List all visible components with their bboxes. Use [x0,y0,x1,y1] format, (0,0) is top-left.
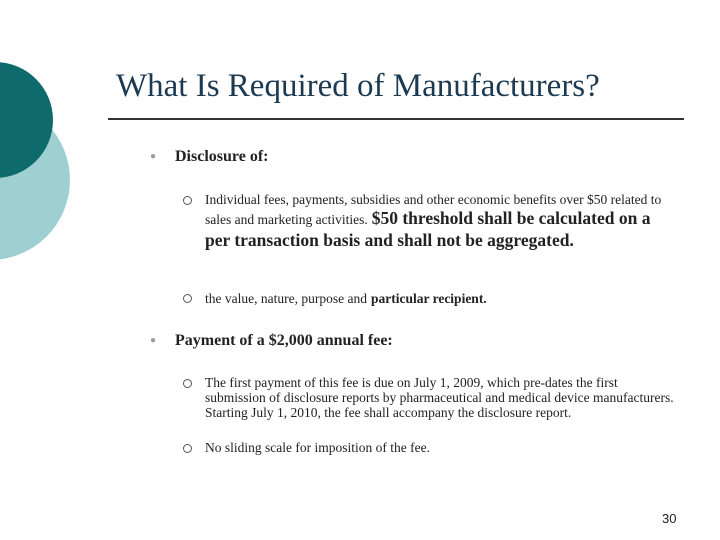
slide-title: What Is Required of Manufacturers? [116,68,600,104]
decorative-circles [0,0,110,300]
bullet-dot-icon: ● [150,335,157,346]
title-divider [108,118,684,120]
threshold-text: $50 threshold shall be calculated on a per transaction basis and shall not be aggregated. [205,208,651,250]
sub-bullet-benefits [205,192,675,251]
bullet-dot-icon: ● [150,151,157,162]
page-number: 30 [662,511,677,526]
sub-bullet-value [205,291,675,306]
value-text: the value, nature, purpose and [205,291,367,306]
sub-bullet-sliding-scale: No sliding scale for imposition of the fee. [205,440,430,455]
hollow-bullet-icon [183,196,192,205]
hollow-bullet-icon [183,379,192,388]
sub-bullet-first-payment: The first payment of this fee is due on July 1, 2009, which pre-dates the first submission of disclosure reports by pharmaceutical and medical device manufacturers. Starting July 1, 2010, the fee shall accompany the disclosure report. [205,375,674,420]
bullet-disclosure: Disclosure of: [175,148,269,165]
hollow-bullet-icon [183,444,192,453]
recipient-text: particular recipient. [370,291,487,306]
hollow-bullet-icon [183,294,192,303]
bullet-annual-fee: Payment of a $2,000 annual fee: [175,332,393,349]
benefits-text: Individual fees, payments, subsidies and other economic benefits over $50 related to sales and marketing activities. [205,192,662,227]
